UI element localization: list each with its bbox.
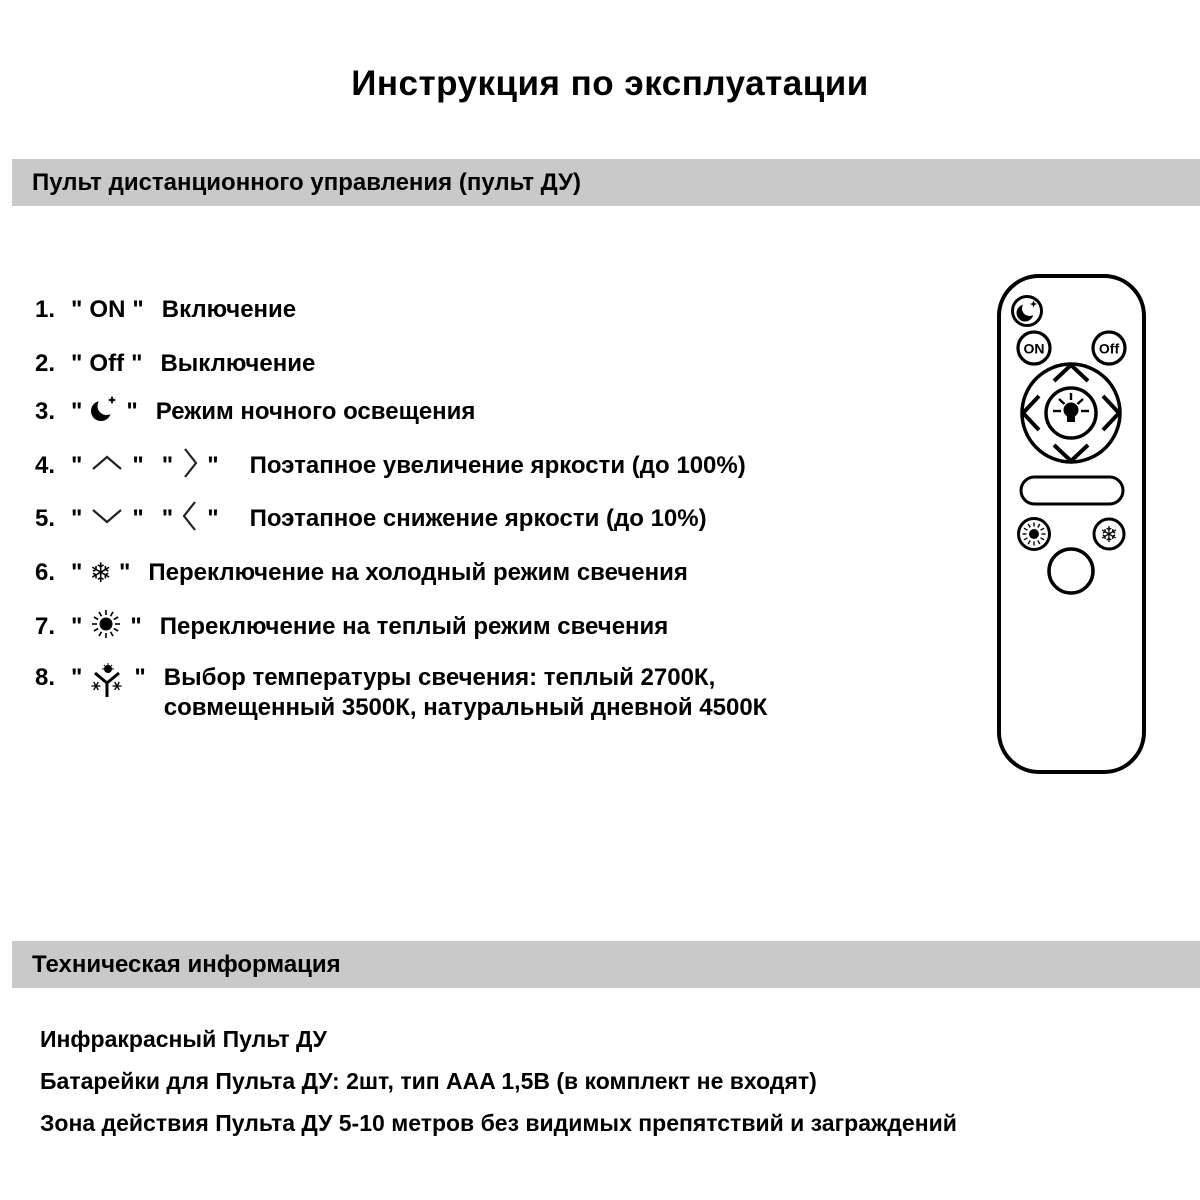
item-number: 3. bbox=[35, 398, 56, 425]
close-quote: " bbox=[130, 613, 142, 640]
item-description bbox=[164, 663, 768, 723]
instruction-item-night-mode bbox=[35, 395, 475, 429]
instruction-item-warm-mode bbox=[35, 610, 668, 644]
tech-info-line-1: Инфракрасный Пульт ДУ bbox=[40, 1026, 327, 1052]
instruction-item-cold-mode bbox=[35, 556, 688, 590]
item-number: 1. bbox=[35, 296, 56, 323]
open-quote: " bbox=[71, 350, 83, 377]
item-number: 2. bbox=[35, 350, 56, 377]
remote-snowflake-icon: ❄ bbox=[1099, 523, 1119, 548]
open-quote: " bbox=[71, 452, 83, 479]
open-quote: " bbox=[71, 559, 83, 586]
item-description: Включение bbox=[161, 296, 297, 323]
tech-info-line-2: Батарейки для Пульта ДУ: 2шт, тип AAA 1,5В (в комплект не входят) bbox=[40, 1068, 817, 1094]
moon-icon bbox=[90, 394, 118, 431]
snowflake-icon: ❄ bbox=[89, 557, 113, 589]
section-header-tech bbox=[12, 941, 1200, 988]
close-quote: " bbox=[132, 296, 144, 323]
open-quote: " bbox=[71, 664, 83, 691]
temperature-select-icon bbox=[90, 663, 126, 708]
on-button-label: ON bbox=[89, 296, 126, 323]
section-header-remote-label: Пульт дистанционного управления (пульт ДУ) bbox=[32, 168, 581, 196]
item-description-line2: совмещенный 3500К, натуральный дневной 4500К bbox=[163, 694, 768, 721]
item-description: Выключение bbox=[160, 350, 316, 377]
open-quote: " bbox=[161, 505, 174, 532]
open-quote: " bbox=[71, 613, 83, 640]
instruction-item-on bbox=[35, 293, 296, 327]
close-quote: " bbox=[132, 452, 144, 479]
close-quote: " bbox=[207, 452, 219, 479]
close-quote: " bbox=[131, 350, 143, 377]
page-title: Инструкция по эксплуатации bbox=[351, 64, 869, 103]
warm-sun-icon bbox=[90, 608, 122, 647]
close-quote: " bbox=[134, 664, 146, 691]
section-header-remote bbox=[12, 159, 1200, 206]
chevron-down-icon bbox=[90, 505, 124, 533]
tech-info-line-3: Зона действия Пульта ДУ 5-10 метров без видимых препятствий и заграждений bbox=[40, 1110, 957, 1136]
chevron-up-icon bbox=[90, 452, 124, 480]
chevron-right-icon bbox=[181, 446, 199, 487]
item-description: Переключение на холодный режим свечения bbox=[148, 559, 688, 586]
close-quote: " bbox=[132, 505, 144, 532]
section-header-tech-label: Техническая информация bbox=[32, 950, 341, 978]
warm-button-drawing bbox=[1019, 519, 1050, 550]
open-quote: " bbox=[161, 452, 174, 479]
item-number: 5. bbox=[35, 505, 56, 532]
open-quote: " bbox=[71, 398, 83, 425]
item-number: 8. bbox=[35, 664, 56, 691]
item-number: 4. bbox=[35, 452, 56, 479]
item-description: Переключение на теплый режим свечения bbox=[159, 613, 669, 640]
instruction-item-off bbox=[35, 347, 315, 381]
instruction-item-brightness-down bbox=[35, 502, 707, 536]
tech-info bbox=[40, 1024, 957, 1150]
remote-off-label: Off bbox=[1098, 340, 1120, 357]
remote-on-label: ON bbox=[1023, 340, 1045, 357]
open-quote: " bbox=[71, 296, 83, 323]
close-quote: " bbox=[119, 559, 131, 586]
chevron-left-icon bbox=[181, 499, 199, 540]
close-quote: " bbox=[126, 398, 138, 425]
open-quote: " bbox=[71, 505, 83, 532]
instruction-item-brightness-up bbox=[35, 449, 746, 483]
close-quote: " bbox=[207, 505, 219, 532]
item-description: Поэтапное снижение яркости (до 10%) bbox=[249, 505, 707, 532]
off-button-label: Off bbox=[89, 350, 125, 377]
item-number: 7. bbox=[35, 613, 56, 640]
item-description: Режим ночного освещения bbox=[155, 398, 476, 425]
instruction-item-temp-select bbox=[35, 663, 767, 723]
remote-illustration bbox=[992, 270, 1152, 785]
item-description: Поэтапное увеличение яркости (до 100%) bbox=[249, 452, 746, 479]
item-description-line1: Выбор температуры свечения: теплый 2700К, bbox=[163, 664, 716, 691]
item-number: 6. bbox=[35, 559, 56, 586]
